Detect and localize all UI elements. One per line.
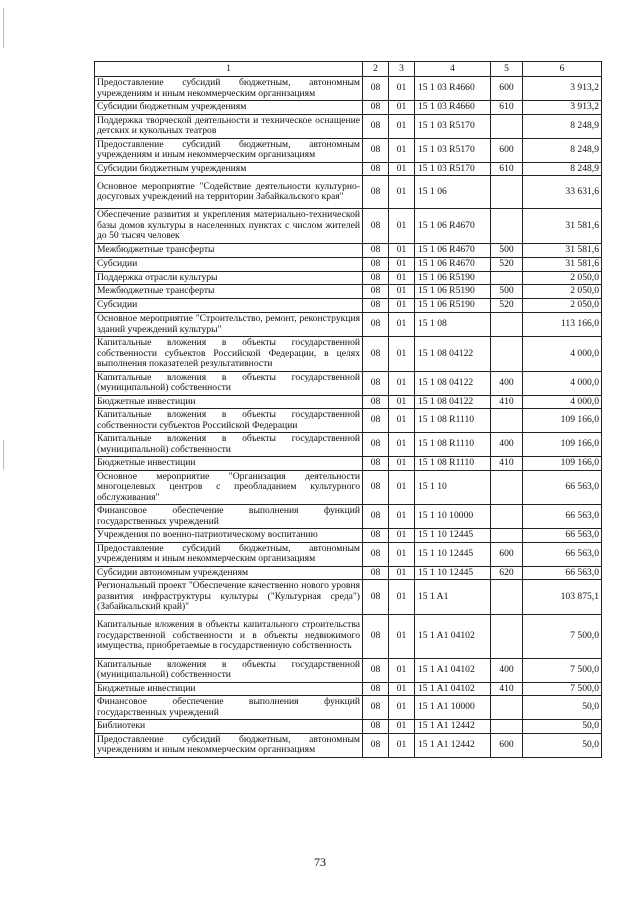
row-subsection-cell: 01 [389, 433, 415, 457]
row-subsection-cell: 01 [389, 470, 415, 505]
row-name-cell: Капитальные вложения в объекты государственной (муниципальной) собственности [95, 658, 363, 682]
row-amount-cell: 8 248,9 [523, 114, 602, 138]
row-amount-cell: 109 166,0 [523, 457, 602, 471]
row-section-cell: 08 [363, 371, 389, 395]
row-name-cell: Основное мероприятие "Содействие деятельности культурно-досуговых учреждений на территории Забайкальского края" [95, 176, 363, 209]
header-cell: 2 [363, 62, 389, 77]
row-expense-type-cell [491, 114, 523, 138]
table-row [95, 257, 602, 271]
table-row [95, 209, 602, 244]
page-number: 73 [314, 855, 326, 869]
table-row [95, 243, 602, 257]
row-section-cell: 08 [363, 176, 389, 209]
row-section-cell: 08 [363, 529, 389, 543]
row-subsection-cell: 01 [389, 395, 415, 409]
row-expense-type-cell: 410 [491, 395, 523, 409]
row-expense-type-cell: 410 [491, 682, 523, 696]
table-row [95, 733, 602, 757]
row-subsection-cell: 01 [389, 77, 415, 101]
row-section-cell: 08 [363, 114, 389, 138]
row-expense-type-cell: 610 [491, 101, 523, 115]
row-amount-cell: 50,0 [523, 696, 602, 720]
row-target-article-cell: 15 1 08 [415, 313, 491, 337]
row-expense-type-cell: 600 [491, 138, 523, 162]
table-row [95, 409, 602, 433]
row-section-cell: 08 [363, 285, 389, 299]
row-name-cell: Субсидии бюджетным учреждениям [95, 101, 363, 115]
row-subsection-cell: 01 [389, 720, 415, 734]
row-name-cell: Капитальные вложения в объекты государственной собственности субъектов Российской Федерации, в целях выполнения показателей результативности [95, 337, 363, 372]
row-target-article-cell: 15 1 10 12445 [415, 542, 491, 566]
header-cell: 4 [415, 62, 491, 77]
row-name-cell: Библиотеки [95, 720, 363, 734]
row-amount-cell: 3 913,2 [523, 77, 602, 101]
table-row [95, 542, 602, 566]
scan-margin-mark [3, 440, 4, 470]
row-subsection-cell: 01 [389, 682, 415, 696]
row-target-article-cell: 15 1 08 R1110 [415, 409, 491, 433]
row-name-cell: Учреждения по военно-патриотическому воспитанию [95, 529, 363, 543]
row-target-article-cell: 15 1 08 R1110 [415, 457, 491, 471]
row-target-article-cell: 15 1 08 04122 [415, 371, 491, 395]
row-target-article-cell: 15 1 06 R4670 [415, 257, 491, 271]
row-name-cell: Бюджетные инвестиции [95, 395, 363, 409]
row-name-cell: Субсидии бюджетным учреждениям [95, 162, 363, 176]
row-section-cell: 08 [363, 505, 389, 529]
row-section-cell: 08 [363, 542, 389, 566]
row-target-article-cell: 15 1 06 R4670 [415, 209, 491, 244]
row-section-cell: 08 [363, 566, 389, 580]
row-section-cell: 08 [363, 243, 389, 257]
row-amount-cell: 8 248,9 [523, 138, 602, 162]
row-subsection-cell: 01 [389, 457, 415, 471]
row-name-cell: Бюджетные инвестиции [95, 682, 363, 696]
table-header-row [95, 62, 602, 77]
row-subsection-cell: 01 [389, 271, 415, 285]
table-row [95, 395, 602, 409]
row-subsection-cell: 01 [389, 337, 415, 372]
row-amount-cell: 3 913,2 [523, 101, 602, 115]
row-subsection-cell: 01 [389, 209, 415, 244]
row-section-cell: 08 [363, 409, 389, 433]
row-expense-type-cell: 610 [491, 162, 523, 176]
row-name-cell: Субсидии [95, 257, 363, 271]
row-name-cell: Поддержка отрасли культуры [95, 271, 363, 285]
row-expense-type-cell: 600 [491, 542, 523, 566]
row-name-cell: Предоставление субсидий бюджетным, автономным учреждениям и иным некоммерческим организациям [95, 733, 363, 757]
table-row [95, 101, 602, 115]
row-amount-cell: 66 563,0 [523, 470, 602, 505]
table-row [95, 658, 602, 682]
row-expense-type-cell [491, 696, 523, 720]
row-name-cell: Субсидии [95, 299, 363, 313]
row-name-cell: Межбюджетные трансферты [95, 243, 363, 257]
row-expense-type-cell: 400 [491, 658, 523, 682]
row-target-article-cell: 15 1 06 [415, 176, 491, 209]
row-name-cell: Капитальные вложения в объекты государственной собственности субъектов Российской Федерации [95, 409, 363, 433]
row-section-cell: 08 [363, 138, 389, 162]
table-row [95, 162, 602, 176]
row-subsection-cell: 01 [389, 299, 415, 313]
table-row [95, 299, 602, 313]
row-name-cell: Основное мероприятие "Строительство, ремонт, реконструкция зданий учреждений культуры" [95, 313, 363, 337]
row-section-cell: 08 [363, 720, 389, 734]
table-row [95, 505, 602, 529]
row-expense-type-cell: 500 [491, 285, 523, 299]
row-expense-type-cell [491, 470, 523, 505]
row-subsection-cell: 01 [389, 658, 415, 682]
row-section-cell: 08 [363, 77, 389, 101]
row-target-article-cell: 15 1 A1 10000 [415, 696, 491, 720]
row-target-article-cell: 15 1 10 [415, 470, 491, 505]
row-amount-cell: 66 563,0 [523, 505, 602, 529]
table-row [95, 114, 602, 138]
row-amount-cell: 8 248,9 [523, 162, 602, 176]
table-row [95, 337, 602, 372]
row-subsection-cell: 01 [389, 696, 415, 720]
row-section-cell: 08 [363, 395, 389, 409]
table-row [95, 470, 602, 505]
row-expense-type-cell: 520 [491, 299, 523, 313]
row-target-article-cell: 15 1 A1 04102 [415, 658, 491, 682]
row-name-cell: Субсидии автономным учреждениям [95, 566, 363, 580]
row-expense-type-cell [491, 614, 523, 658]
row-expense-type-cell: 600 [491, 77, 523, 101]
row-target-article-cell: 15 1 A1 12442 [415, 720, 491, 734]
scan-margin-mark [3, 8, 4, 48]
row-subsection-cell: 01 [389, 243, 415, 257]
row-name-cell: Предоставление субсидий бюджетным, автономным учреждениям и иным некоммерческим организациям [95, 542, 363, 566]
row-expense-type-cell: 600 [491, 733, 523, 757]
row-section-cell: 08 [363, 209, 389, 244]
row-target-article-cell: 15 1 08 04122 [415, 337, 491, 372]
row-subsection-cell: 01 [389, 138, 415, 162]
row-amount-cell: 50,0 [523, 720, 602, 734]
row-expense-type-cell: 400 [491, 433, 523, 457]
row-expense-type-cell [491, 409, 523, 433]
row-subsection-cell: 01 [389, 529, 415, 543]
row-subsection-cell: 01 [389, 257, 415, 271]
row-amount-cell: 103 875,1 [523, 580, 602, 615]
table-row [95, 529, 602, 543]
table-row [95, 285, 602, 299]
row-subsection-cell: 01 [389, 409, 415, 433]
row-name-cell: Поддержка творческой деятельности и техническое оснащение детских и кукольных театров [95, 114, 363, 138]
row-target-article-cell: 15 1 03 R5170 [415, 162, 491, 176]
table-row [95, 682, 602, 696]
row-section-cell: 08 [363, 470, 389, 505]
row-target-article-cell: 15 1 A1 12442 [415, 733, 491, 757]
row-subsection-cell: 01 [389, 580, 415, 615]
row-target-article-cell: 15 1 10 12445 [415, 566, 491, 580]
row-name-cell: Капитальные вложения в объекты капитального строительства государственной собственности и в объекты недвижимого имущества, приобретаемые в государственную собственность [95, 614, 363, 658]
table-row [95, 580, 602, 615]
row-subsection-cell: 01 [389, 614, 415, 658]
row-amount-cell: 7 500,0 [523, 682, 602, 696]
row-amount-cell: 31 581,6 [523, 209, 602, 244]
row-name-cell: Основное мероприятие "Организация деятельности многоцелевых центров с преобладанием культурного обслуживания" [95, 470, 363, 505]
row-expense-type-cell [491, 720, 523, 734]
row-amount-cell: 31 581,6 [523, 257, 602, 271]
row-section-cell: 08 [363, 580, 389, 615]
row-section-cell: 08 [363, 696, 389, 720]
header-cell: 6 [523, 62, 602, 77]
row-section-cell: 08 [363, 433, 389, 457]
header-cell: 5 [491, 62, 523, 77]
row-subsection-cell: 01 [389, 162, 415, 176]
row-section-cell: 08 [363, 271, 389, 285]
row-amount-cell: 109 166,0 [523, 433, 602, 457]
row-section-cell: 08 [363, 299, 389, 313]
row-name-cell: Капитальные вложения в объекты государственной (муниципальной) собственности [95, 371, 363, 395]
row-name-cell: Предоставление субсидий бюджетным, автономным учреждениям и иным некоммерческим организациям [95, 138, 363, 162]
row-target-article-cell: 15 1 06 R5190 [415, 271, 491, 285]
row-amount-cell: 4 000,0 [523, 337, 602, 372]
row-name-cell: Региональный проект "Обеспечение качественно нового уровня развития инфраструктуры культуры ("Культурная среда") (Забайкальский край)" [95, 580, 363, 615]
row-target-article-cell: 15 1 A1 04102 [415, 682, 491, 696]
table-row [95, 614, 602, 658]
row-section-cell: 08 [363, 337, 389, 372]
row-section-cell: 08 [363, 101, 389, 115]
row-section-cell: 08 [363, 614, 389, 658]
row-section-cell: 08 [363, 733, 389, 757]
row-subsection-cell: 01 [389, 505, 415, 529]
row-expense-type-cell: 410 [491, 457, 523, 471]
row-amount-cell: 2 050,0 [523, 271, 602, 285]
row-target-article-cell: 15 1 10 10000 [415, 505, 491, 529]
row-target-article-cell: 15 1 06 R5190 [415, 299, 491, 313]
row-target-article-cell: 15 1 08 R1110 [415, 433, 491, 457]
row-name-cell: Капитальные вложения в объекты государственной (муниципальной) собственности [95, 433, 363, 457]
header-cell: 3 [389, 62, 415, 77]
budget-table-body [95, 62, 602, 758]
row-expense-type-cell [491, 176, 523, 209]
row-section-cell: 08 [363, 313, 389, 337]
table-row [95, 271, 602, 285]
row-subsection-cell: 01 [389, 313, 415, 337]
row-target-article-cell: 15 1 03 R5170 [415, 114, 491, 138]
row-target-article-cell: 15 1 03 R4660 [415, 77, 491, 101]
row-target-article-cell: 15 1 A1 04102 [415, 614, 491, 658]
row-subsection-cell: 01 [389, 114, 415, 138]
row-expense-type-cell: 520 [491, 257, 523, 271]
row-expense-type-cell [491, 337, 523, 372]
row-target-article-cell: 15 1 03 R4660 [415, 101, 491, 115]
row-name-cell: Бюджетные инвестиции [95, 457, 363, 471]
table-row [95, 720, 602, 734]
row-name-cell: Предоставление субсидий бюджетным, автономным учреждениям и иным некоммерческим организациям [95, 77, 363, 101]
row-target-article-cell: 15 1 A1 [415, 580, 491, 615]
row-section-cell: 08 [363, 162, 389, 176]
row-amount-cell: 50,0 [523, 733, 602, 757]
row-name-cell: Финансовое обеспечение выполнения функций государственных учреждений [95, 505, 363, 529]
table-row [95, 433, 602, 457]
row-amount-cell: 7 500,0 [523, 658, 602, 682]
row-amount-cell: 66 563,0 [523, 529, 602, 543]
row-name-cell: Межбюджетные трансферты [95, 285, 363, 299]
row-amount-cell: 109 166,0 [523, 409, 602, 433]
row-expense-type-cell [491, 209, 523, 244]
table-row [95, 176, 602, 209]
table-row [95, 457, 602, 471]
row-amount-cell: 4 000,0 [523, 395, 602, 409]
row-expense-type-cell: 620 [491, 566, 523, 580]
row-amount-cell: 33 631,6 [523, 176, 602, 209]
row-section-cell: 08 [363, 257, 389, 271]
row-expense-type-cell: 500 [491, 243, 523, 257]
row-amount-cell: 4 000,0 [523, 371, 602, 395]
row-subsection-cell: 01 [389, 733, 415, 757]
row-target-article-cell: 15 1 06 R5190 [415, 285, 491, 299]
header-cell: 1 [95, 62, 363, 77]
row-expense-type-cell [491, 529, 523, 543]
row-subsection-cell: 01 [389, 542, 415, 566]
row-subsection-cell: 01 [389, 285, 415, 299]
row-amount-cell: 7 500,0 [523, 614, 602, 658]
table-row [95, 566, 602, 580]
row-name-cell: Обеспечение развития и укрепления материально-технической базы домов культуры в населенных пунктах с числом жителей до 50 тысяч человек [95, 209, 363, 244]
table-row [95, 77, 602, 101]
row-target-article-cell: 15 1 03 R5170 [415, 138, 491, 162]
budget-table [94, 61, 602, 758]
row-section-cell: 08 [363, 682, 389, 696]
table-row [95, 696, 602, 720]
row-expense-type-cell [491, 505, 523, 529]
row-expense-type-cell [491, 580, 523, 615]
row-expense-type-cell [491, 271, 523, 285]
table-row [95, 313, 602, 337]
row-section-cell: 08 [363, 658, 389, 682]
row-subsection-cell: 01 [389, 566, 415, 580]
row-subsection-cell: 01 [389, 101, 415, 115]
row-target-article-cell: 15 1 10 12445 [415, 529, 491, 543]
row-target-article-cell: 15 1 08 04122 [415, 395, 491, 409]
row-amount-cell: 2 050,0 [523, 299, 602, 313]
row-amount-cell: 66 563,0 [523, 566, 602, 580]
row-amount-cell: 66 563,0 [523, 542, 602, 566]
row-expense-type-cell: 400 [491, 371, 523, 395]
row-amount-cell: 31 581,6 [523, 243, 602, 257]
row-subsection-cell: 01 [389, 176, 415, 209]
row-subsection-cell: 01 [389, 371, 415, 395]
table-row [95, 371, 602, 395]
row-amount-cell: 2 050,0 [523, 285, 602, 299]
row-expense-type-cell [491, 313, 523, 337]
row-section-cell: 08 [363, 457, 389, 471]
table-row [95, 138, 602, 162]
row-amount-cell: 113 166,0 [523, 313, 602, 337]
row-target-article-cell: 15 1 06 R4670 [415, 243, 491, 257]
row-name-cell: Финансовое обеспечение выполнения функций государственных учреждений [95, 696, 363, 720]
